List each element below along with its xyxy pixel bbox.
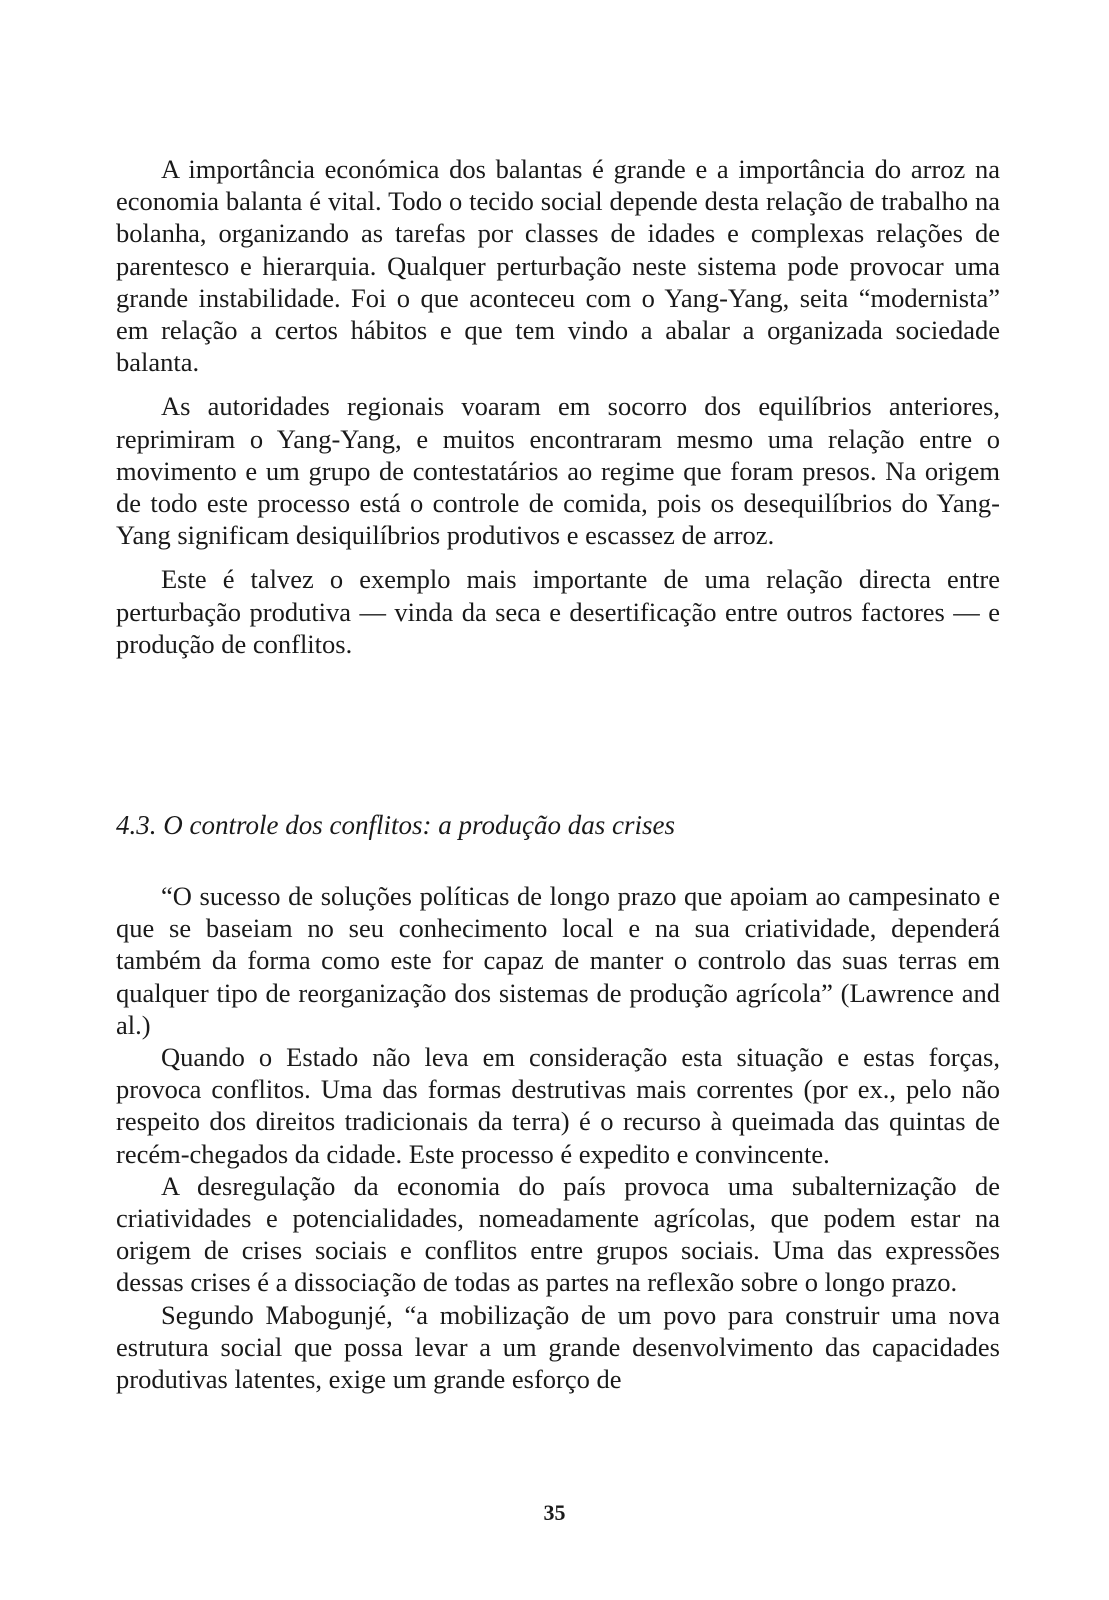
body-text-lower — [116, 880, 1000, 1395]
paragraph: Quando o Estado não leva em consideração esta situação e estas forças, provoca conflitos. Uma das formas destrutivas mais correntes (por ex., pelo não respeito dos direitos tradicionais da terra) é o recurso à queimada das quintas de recém-chegados da cidade. Este processo é expedito e convincente. — [116, 1042, 1000, 1169]
paragraph: Este é talvez o exemplo mais importante de uma relação directa entre perturbação produtiva — vinda da seca e desertificação entre outros factores — e produção de conflitos. — [116, 564, 1000, 659]
paragraph: A importância económica dos balantas é grande e a importância do arroz na economia balanta é vital. Todo o tecido social depende desta relação de trabalho na bolanha, organizando as tarefas por classes de idades e complexas relações de parentesco e hierarquia. Qualquer perturbação neste sistema pode provocar uma grande instabilidade. Foi o que aconteceu com o Yang-Yang, seita “modernista” em relação a certos hábitos e que tem vindo a abalar a organizada sociedade balanta. — [116, 154, 1000, 378]
section-heading: 4.3. O controle dos conflitos: a produção das crises — [116, 810, 675, 840]
paragraph: A desregulação da economia do país provoca uma subalternização de criatividades e potencialidades, nomeadamente agrícolas, que podem estar na origem de crises sociais e conflitos entre grupos sociais. Uma das expressões dessas crises é a dissociação de todas as partes na reflexão sobre o longo prazo. — [116, 1170, 1000, 1298]
paragraph: Segundo Mabogunjé, “a mobilização de um povo para construir uma nova estrutura social que possa levar a um grande desenvolvimento das capacidades produtivas latentes, exige um grande esforço de — [116, 1299, 1000, 1395]
paragraph: As autoridades regionais voaram em socorro dos equilíbrios anteriores, reprimiram o Yang-Yang, e muitos encontraram mesmo uma relação entre o movimento e um grupo de contestatários ao regime que foram presos. Na origem de todo este processo está o controle de comida, pois os desequilíbrios do Yang-Yang significam desiquilíbrios produtivos e escassez de arroz. — [116, 391, 1000, 551]
page-number: 35 — [543, 1500, 566, 1525]
paragraph: “O sucesso de soluções políticas de longo prazo que apoiam ao campesinato e que se baseiam no seu conhecimento local e na sua criatividade, dependerá também da forma como este for capaz de manter o controlo das suas terras em qualquer tipo de reorganização dos sistemas de produção agrícola” (Lawrence and al.) — [116, 881, 1000, 1040]
body-text-upper — [116, 153, 1000, 660]
